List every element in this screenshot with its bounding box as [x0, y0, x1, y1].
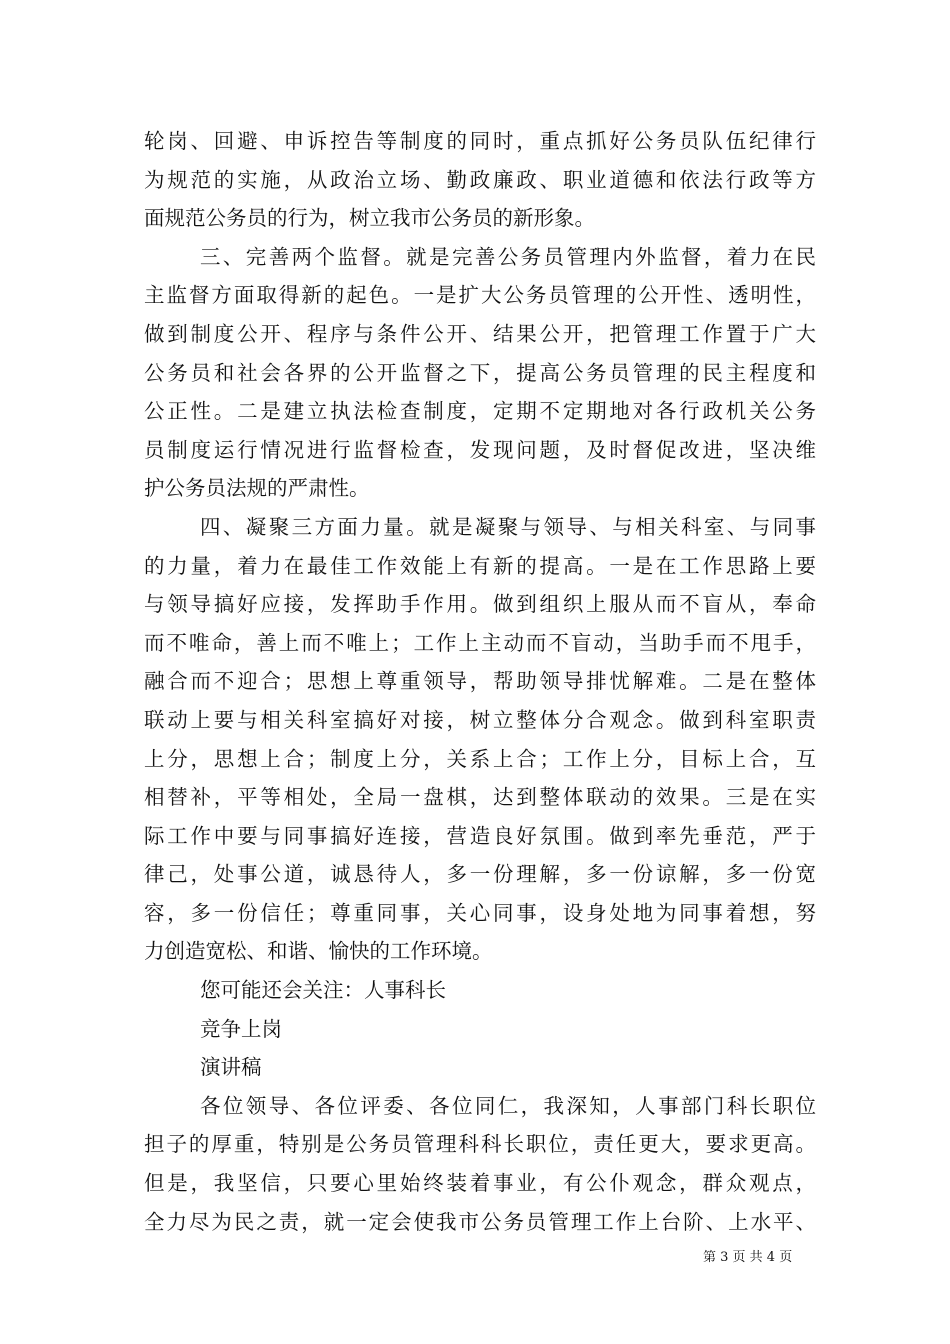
text-line: 主监督方面取得新的起色。一是扩大公务员管理的公开性、透明性， [144, 283, 816, 308]
text-line: 律己，处事公道，诚恳待人，多一份理解，多一份谅解，多一份宽 [144, 862, 816, 887]
text-line: 的力量，着力在最佳工作效能上有新的提高。一是在工作思路上要 [144, 553, 816, 578]
text-line: 面规范公务员的行为，树立我市公务员的新形象。 [144, 206, 595, 231]
text-line: 员制度运行情况进行监督检查，发现问题，及时督促改进，坚决维 [144, 437, 816, 462]
page-number-footer: 第 3 页 共 4 页 [703, 1250, 793, 1265]
text-line: 公正性。二是建立执法检查制度，定期不定期地对各行政机关公务 [144, 399, 816, 424]
text-line: 四、凝聚三方面力量。就是凝聚与领导、与相关科室、与同事 [200, 514, 816, 539]
text-line: 竞争上岗 [200, 1016, 282, 1041]
text-line: 相替补，平等相处，全局一盘棋，达到整体联动的效果。三是在实 [144, 785, 816, 810]
text-line: 轮岗、回避、申诉控告等制度的同时，重点抓好公务员队伍纪律行 [144, 129, 816, 153]
text-line: 演讲稿 [200, 1055, 262, 1080]
text-line: 全力尽为民之责，就一定会使我市公务员管理工作上台阶、上水平、 [144, 1209, 816, 1234]
text-line: 护公务员法规的严肃性。 [144, 476, 370, 501]
text-line: 各位领导、各位评委、各位同仁，我深知，人事部门科长职位 [200, 1093, 816, 1118]
text-line: 上分，思想上合；制度上分，关系上合；工作上分，目标上合，互 [144, 746, 816, 771]
body-text [144, 122, 816, 1241]
text-line: 而不唯命，善上而不唯上；工作上主动而不盲动，当助手而不甩手， [144, 630, 816, 655]
text-line: 际工作中要与同事搞好连接，营造良好氛围。做到率先垂范，严于 [144, 823, 816, 848]
text-line: 担子的厚重，特别是公务员管理科科长职位，责任更大，要求更高。 [144, 1132, 816, 1157]
text-line: 做到制度公开、程序与条件公开、结果公开，把管理工作置于广大 [144, 321, 816, 346]
text-line: 力创造宽松、和谐、愉快的工作环境。 [144, 939, 493, 964]
text-line: 您可能还会关注：人事科长 [200, 978, 446, 1003]
text-line: 联动上要与相关科室搞好对接，树立整体分合观念。做到科室职责 [144, 707, 816, 732]
text-line: 融合而不迎合；思想上尊重领导，帮助领导排忧解难。二是在整体 [144, 669, 816, 694]
text-line: 公务员和社会各界的公开监督之下，提高公务员管理的民主程度和 [144, 360, 816, 385]
text-line: 三、完善两个监督。就是完善公务员管理内外监督，着力在民 [200, 244, 816, 269]
text-line: 容，多一份信任；尊重同事，关心同事，设身处地为同事着想，努 [144, 900, 816, 925]
text-line: 为规范的实施，从政治立场、勤政廉政、职业道德和依法行政等方 [144, 167, 816, 192]
text-line: 与领导搞好应接，发挥助手作用。做到组织上服从而不盲从，奉命 [144, 592, 816, 617]
text-line: 但是，我坚信，只要心里始终装着事业，有公仆观念，群众观点， [144, 1171, 816, 1196]
